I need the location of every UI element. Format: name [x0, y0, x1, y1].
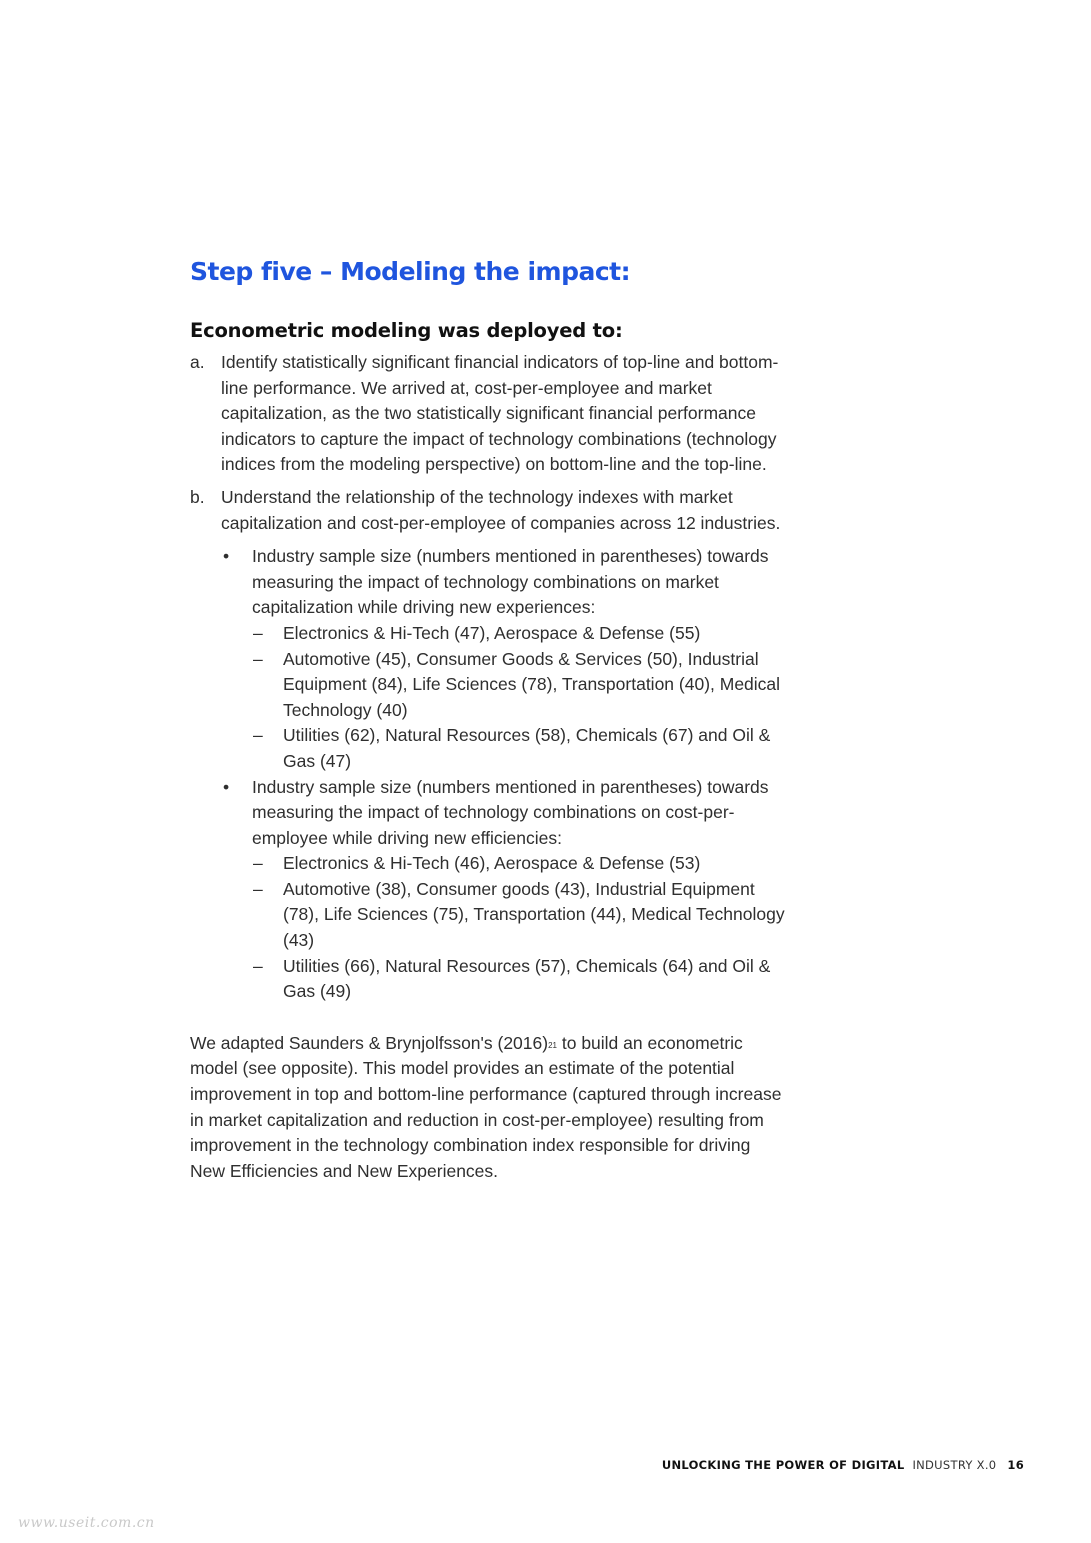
watermark: www.useit.com.cn	[18, 1515, 155, 1531]
closing-paragraph	[190, 1031, 790, 1185]
page-footer	[662, 1458, 1024, 1472]
list-item-text: Identify statistically significant financial indicators of top-line and bottom-line performance. We arrived at, cost-per-employee and market capitalization, as the two statistically significant financial performance indicators to capture the impact of technology combinations (technology indices from the modeling perspective) on bottom-line and the top-line.	[221, 352, 779, 475]
dash-item	[190, 954, 790, 1005]
dash-text: Automotive (45), Consumer Goods & Services (50), Industrial Equipment (84), Life Sciences (78), Transportation (40), Medical Technology (40)	[283, 648, 781, 720]
list-item-b	[190, 485, 790, 536]
bullet-marker: •	[223, 776, 230, 797]
dash-marker: –	[253, 648, 263, 669]
page-content	[190, 254, 790, 1202]
bullet-marker: •	[223, 546, 230, 567]
footnote-reference: 21	[548, 1040, 557, 1050]
sub-heading: Econometric modeling was deployed to:	[190, 319, 623, 342]
closing-text-start: We adapted Saunders & Brynjolfsson's (2016)	[190, 1032, 549, 1053]
dash-text: Automotive (38), Consumer goods (43), Industrial Equipment (78), Life Sciences (75), Transportation (44), Medical Technology (43)	[283, 878, 785, 951]
dash-item	[190, 851, 790, 877]
bullet-text: Industry sample size (numbers mentioned in parentheses) towards measuring the impact of technology combinations on market capitalization while driving new experiences:	[252, 546, 769, 618]
list-item-text: Understand the relationship of the technology indexes with market capitalization and cost-per-employee of companies across 12 industries.	[221, 486, 781, 533]
dash-item	[190, 647, 790, 724]
bullet-item	[190, 544, 790, 621]
list-marker: a.	[190, 352, 205, 372]
body-text	[190, 350, 790, 1184]
footer-report-subtitle: INDUSTRY X.0	[912, 1458, 997, 1472]
dash-marker: –	[253, 622, 263, 643]
bullet-item	[190, 775, 790, 852]
page-number: 16	[1007, 1458, 1024, 1472]
list-item-a	[190, 350, 790, 478]
dash-marker: –	[253, 725, 263, 746]
dash-item	[190, 621, 790, 647]
dash-text: Utilities (66), Natural Resources (57), Chemicals (64) and Oil & Gas (49)	[283, 955, 771, 1002]
list-marker: b.	[190, 486, 205, 507]
closing-text-end: to build an econometric model (see opposite). This model provides an estimate of the potential improvement in top and bottom-line performance (captured through increase in market capitalization and reduction in cost-per-employee) resulting from improvement in the technology combination index responsible for driving New Efficiencies and New Experiences.	[190, 1032, 782, 1181]
dash-marker: –	[253, 878, 263, 899]
dash-text: Electronics & Hi-Tech (46), Aerospace & Defense (53)	[283, 853, 701, 874]
section-title: Step five – Modeling the impact:	[190, 257, 631, 286]
dash-text: Utilities (62), Natural Resources (58), Chemicals (67) and Oil & Gas (47)	[283, 725, 771, 771]
dash-item	[190, 723, 790, 774]
bullet-list	[190, 544, 790, 1005]
dash-item	[190, 877, 790, 954]
dash-marker: –	[253, 955, 263, 976]
dash-text: Electronics & Hi-Tech (47), Aerospace & Defense (55)	[283, 622, 701, 643]
bullet-text: Industry sample size (numbers mentioned in parentheses) towards measuring the impact of technology combinations on cost-per-employee while driving new efficiencies:	[252, 776, 769, 848]
footer-report-title: UNLOCKING THE POWER OF DIGITAL	[661, 1458, 905, 1472]
dash-marker: –	[253, 853, 263, 874]
